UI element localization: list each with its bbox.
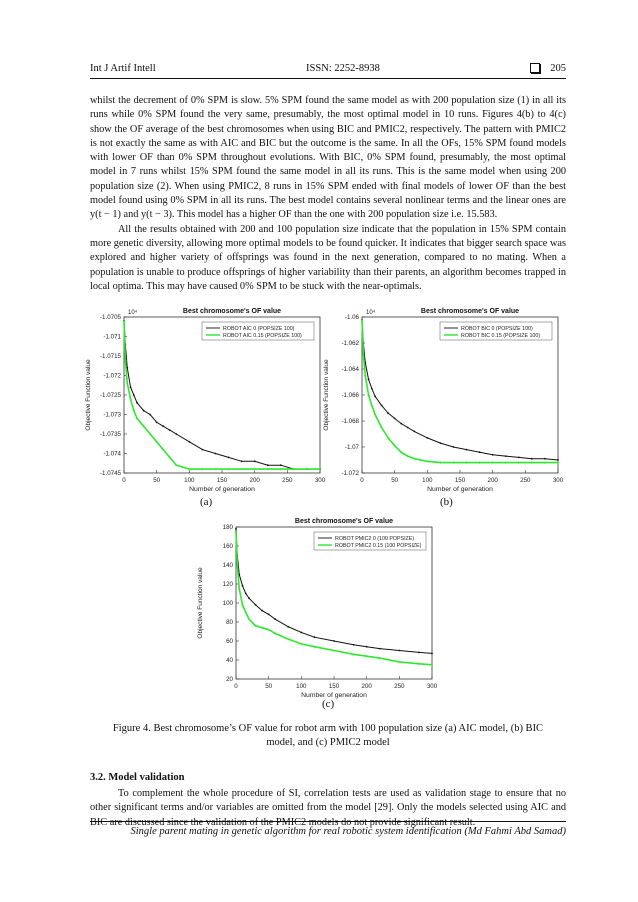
data-point — [479, 451, 481, 453]
issn: ISSN: 2252-8938 — [306, 62, 380, 74]
data-point — [241, 460, 243, 462]
running-footer: Single parent mating in genetic algorithm for real robotic system identification (Md Fahmi Abd Samad) — [130, 826, 566, 837]
section-heading: 3.2. Model validation — [90, 772, 185, 783]
data-point: + — [425, 459, 429, 466]
x-tick-label: 150 — [328, 683, 340, 690]
data-point — [149, 414, 151, 416]
data-point — [453, 446, 455, 448]
data-point: + — [122, 318, 126, 325]
legend-label: ROBOT BIC 0 (POPSIZE 100) — [461, 326, 533, 332]
x-tick-label: 300 — [426, 683, 438, 690]
data-point: + — [129, 396, 132, 403]
data-point: + — [478, 460, 482, 467]
data-point — [426, 437, 428, 439]
page-number: 205 — [550, 62, 566, 74]
chart-aic — [85, 305, 326, 495]
data-point: + — [556, 460, 560, 467]
data-point — [280, 464, 282, 466]
y-tick-label: -1.06 — [344, 314, 359, 321]
figure-caption: Figure 4. Best chromosome’s OF value for robot arm with 100 population size (a) AIC model, (b) BIC model, and (c) PMIC2 model — [112, 723, 544, 748]
data-point — [368, 379, 370, 381]
data-point: + — [504, 460, 508, 467]
data-point: + — [419, 458, 423, 464]
data-point: + — [132, 408, 136, 415]
x-axis-label: Number of generation — [301, 692, 367, 699]
data-point: + — [279, 467, 283, 474]
data-point: + — [397, 659, 401, 666]
axis-exponent: 10⁴ — [128, 310, 138, 316]
y-tick-label: -1.0725 — [100, 392, 121, 399]
checkbox-icon — [530, 63, 540, 73]
data-point — [466, 449, 468, 451]
data-point: + — [393, 443, 397, 450]
data-point: + — [123, 357, 127, 364]
data-point: + — [237, 586, 241, 593]
data-point — [261, 610, 263, 612]
data-point — [245, 593, 247, 595]
data-point — [518, 457, 520, 459]
y-tick-label: -1.071 — [103, 333, 121, 341]
data-point — [407, 427, 409, 429]
data-point — [274, 618, 276, 620]
data-point: + — [373, 412, 377, 419]
data-point: + — [234, 529, 238, 536]
x-tick-label: 150 — [216, 477, 228, 484]
y-tick-label: -1.073 — [103, 411, 121, 419]
data-point: + — [240, 467, 244, 474]
subcaption-c: (c) — [322, 698, 335, 710]
chart-bic — [323, 305, 564, 495]
data-point — [202, 449, 204, 451]
chart-title: Best chromosome's OF value — [294, 518, 394, 525]
y-tick-label: 40 — [226, 657, 233, 664]
chart-title: Best chromosome's OF value — [420, 308, 520, 315]
paragraph-2: All the results obtained with 200 and 100 population size indicate that the population in 15% SPM contain more genetic diversity, allowing more optimal models to be found quicker. It indicates that bigger search space was explored and higher variety of offsprings was found in the next generation, compared to no mating. When a population is unable to produce offsprings of higher variability than their parents, an algorithm becomes trapped in local optima. This may have caused 0% SPM to be stuck with the near-optimals. — [90, 223, 566, 292]
data-point: + — [299, 641, 303, 648]
data-point: + — [370, 403, 374, 410]
y-tick-label: -1.07 — [344, 444, 359, 451]
data-point: + — [273, 631, 277, 638]
plot-frame — [124, 317, 320, 473]
x-tick-label: 300 — [314, 477, 326, 484]
footer-rule — [90, 821, 566, 822]
x-tick-label: 100 — [184, 477, 195, 484]
data-point: + — [386, 435, 390, 442]
data-point: + — [161, 447, 165, 454]
data-point — [398, 650, 400, 652]
data-point — [413, 431, 415, 433]
y-tick-label: -1.0715 — [100, 353, 121, 360]
data-point — [175, 433, 177, 435]
data-point — [188, 441, 190, 443]
data-point — [143, 410, 145, 412]
data-point: + — [241, 602, 244, 609]
x-tick-label: 0 — [360, 477, 364, 484]
data-point: + — [260, 625, 264, 632]
x-tick-label: 300 — [552, 477, 564, 484]
y-axis-label: Objective Function value — [197, 567, 204, 639]
x-tick-label: 50 — [153, 477, 161, 484]
x-tick-label: 50 — [391, 477, 399, 484]
data-point: + — [227, 467, 230, 474]
data-point: + — [253, 467, 257, 474]
data-point: + — [378, 656, 382, 663]
data-point — [394, 418, 396, 420]
x-tick-label: 250 — [282, 477, 293, 484]
data-point: + — [181, 465, 185, 472]
data-point — [418, 652, 420, 654]
x-axis-label: Number of generation — [189, 486, 255, 493]
data-point: + — [305, 467, 309, 474]
data-point: + — [155, 439, 159, 446]
data-point — [300, 632, 302, 634]
data-point: + — [491, 460, 495, 467]
data-point: + — [312, 644, 316, 651]
y-tick-label: 60 — [226, 638, 233, 645]
data-point — [440, 442, 442, 444]
data-point: + — [267, 627, 271, 634]
y-tick-label: 100 — [222, 600, 233, 607]
subcaption-a: (a) — [200, 496, 213, 508]
page-marker — [530, 63, 566, 74]
data-point: + — [254, 623, 258, 630]
data-point — [169, 429, 171, 431]
x-tick-label: 50 — [265, 683, 273, 690]
y-tick-label: -1.072 — [103, 372, 121, 380]
legend-label: ROBOT PMIC2 0.15 (100 POPSIZE) — [335, 543, 422, 549]
legend-label: ROBOT BIC 0.15 (POPSIZE 100) — [461, 333, 541, 339]
data-point: + — [438, 460, 442, 467]
data-point: + — [125, 381, 129, 388]
data-point — [255, 604, 257, 606]
y-axis-label: Objective Function value — [323, 359, 330, 431]
data-point — [130, 386, 132, 388]
y-tick-label: -1.0705 — [100, 314, 121, 321]
data-point: + — [148, 432, 152, 438]
x-tick-label: 250 — [394, 683, 405, 690]
data-point — [133, 394, 135, 396]
data-point: + — [363, 373, 367, 380]
data-point: + — [135, 416, 139, 423]
data-point: + — [352, 652, 356, 659]
data-point — [353, 644, 355, 646]
data-point: + — [452, 460, 455, 467]
data-point — [333, 640, 335, 642]
chart-svg — [197, 515, 442, 701]
y-axis-label: Objective Function value — [85, 359, 92, 431]
data-point — [268, 614, 270, 616]
data-point — [156, 421, 158, 423]
x-axis-label: Number of generation — [427, 486, 493, 493]
x-tick-label: 200 — [361, 683, 372, 690]
x-tick-label: 250 — [520, 477, 531, 484]
data-point: + — [200, 467, 204, 474]
data-point: + — [367, 393, 370, 399]
section-paragraph: To complement the whole procedure of SI, correlation tests are used as validation stage to ensure that no other significant terms and/or variables are omitted from the model [29]. Only the models selected using AIC and BIC are discussed since the validation of the PMIC2 models do not provide significant result. — [90, 788, 566, 828]
y-tick-label: 80 — [226, 619, 233, 626]
y-tick-label: 140 — [222, 562, 233, 569]
data-point — [162, 425, 164, 427]
data-point — [371, 388, 373, 390]
data-point: + — [406, 454, 410, 461]
data-point: + — [235, 563, 239, 569]
axis-exponent: 10⁴ — [366, 310, 376, 316]
data-point: + — [380, 425, 384, 432]
data-point — [379, 648, 381, 650]
data-point — [215, 453, 217, 455]
data-point — [267, 464, 269, 466]
y-tick-label: -1.066 — [341, 392, 359, 399]
legend-label: ROBOT AIC 0.15 (POPSIZE 100) — [223, 333, 302, 339]
plot-frame — [362, 317, 558, 473]
data-point: + — [214, 467, 217, 474]
x-tick-label: 0 — [122, 477, 126, 484]
data-point — [531, 458, 533, 460]
legend-label: ROBOT PMIC2 0 (100 POPSIZE) — [335, 536, 415, 542]
data-point: + — [247, 617, 251, 624]
y-tick-label: -1.0745 — [100, 470, 121, 477]
y-tick-label: -1.074 — [103, 450, 121, 458]
data-point — [242, 585, 244, 587]
data-point: + — [332, 648, 336, 655]
x-tick-label: 0 — [234, 683, 238, 690]
chart-svg — [85, 305, 326, 495]
y-tick-label: 180 — [222, 524, 233, 531]
data-point — [314, 636, 316, 638]
y-tick-label: 20 — [226, 676, 233, 683]
data-point — [492, 454, 494, 456]
data-point: + — [417, 661, 421, 668]
running-header — [90, 60, 566, 76]
y-tick-label: -1.072 — [341, 470, 359, 477]
y-tick-label: 120 — [222, 581, 233, 588]
data-point: + — [412, 456, 416, 463]
data-point: + — [286, 637, 290, 644]
data-point: + — [430, 662, 434, 669]
data-point — [544, 458, 546, 460]
data-point: + — [318, 467, 322, 474]
legend-label: ROBOT AIC 0 (POPSIZE 100) — [223, 326, 295, 332]
data-point: + — [365, 654, 369, 661]
data-point: + — [187, 467, 191, 474]
x-tick-label: 200 — [249, 477, 260, 484]
header-rule — [90, 78, 566, 79]
data-point — [366, 646, 368, 648]
paragraph-1: whilst the decrement of 0% SPM is slow. 5% SPM found the same model as with 200 population size (1) in all its runs while 0% SPM found the very same, presumably, the most optimal model in 10 runs. Figures 4(b) to 4(c) show the OF average of the best chromosomes when using BIC and PMIC2, respectively. The pattern with PMIC2 is not exactly the same as with AIC and BIC but the outcome is the same. In all the OFs, 15% SPM found models with lower OF than 0% SPM throughout evolutions. With BIC, 0% SPM found, presumably, the most optimal model in 7 runs whilst 15% SPM found the same model in all its runs. This is the same model when using 200 population size (2). When using PMIC2, 8 runs in 15% SPM ended with final models of lower OF than the best model found using 0% SPM in all its runs. The best model contains several nonlinear terms and the linear ones are y(t − 1) and y(t − 3). This model has a higher OF than the one with 200 population size i.e. 15.583. — [90, 95, 566, 221]
y-tick-label: 160 — [222, 543, 233, 550]
chart-title: Best chromosome's OF value — [182, 308, 282, 315]
y-tick-label: -1.062 — [341, 340, 359, 347]
data-point: + — [361, 351, 365, 358]
y-tick-label: -1.0735 — [100, 431, 121, 438]
data-point — [381, 405, 383, 407]
y-tick-label: -1.068 — [341, 418, 359, 425]
data-point: + — [292, 467, 296, 474]
data-point — [387, 412, 389, 414]
data-point — [374, 395, 376, 397]
data-point: + — [142, 424, 146, 431]
x-tick-label: 200 — [487, 477, 498, 484]
x-tick-label: 100 — [296, 683, 307, 690]
chart-svg — [323, 305, 564, 495]
data-point — [400, 423, 402, 425]
data-point: + — [244, 610, 248, 617]
data-point — [248, 597, 250, 599]
data-point: + — [530, 460, 534, 467]
data-point: + — [465, 460, 468, 467]
x-tick-label: 150 — [454, 477, 466, 484]
x-tick-label: 100 — [422, 477, 433, 484]
data-point: + — [517, 460, 521, 467]
data-point: + — [543, 460, 547, 467]
data-point — [287, 626, 289, 628]
journal-name: Int J Artif Intell — [90, 62, 156, 74]
data-point: + — [174, 463, 178, 470]
y-tick-label: -1.064 — [341, 366, 359, 373]
subcaption-b: (b) — [440, 496, 453, 508]
data-point — [505, 455, 507, 457]
data-point: + — [168, 455, 172, 462]
data-point — [254, 460, 256, 462]
body-text — [90, 94, 566, 294]
data-point — [136, 402, 138, 404]
data-point — [431, 652, 433, 654]
chart-pmic2 — [197, 515, 442, 701]
data-point: + — [399, 450, 403, 457]
data-point: + — [360, 317, 364, 324]
data-point: + — [266, 467, 270, 474]
data-point — [228, 457, 230, 459]
